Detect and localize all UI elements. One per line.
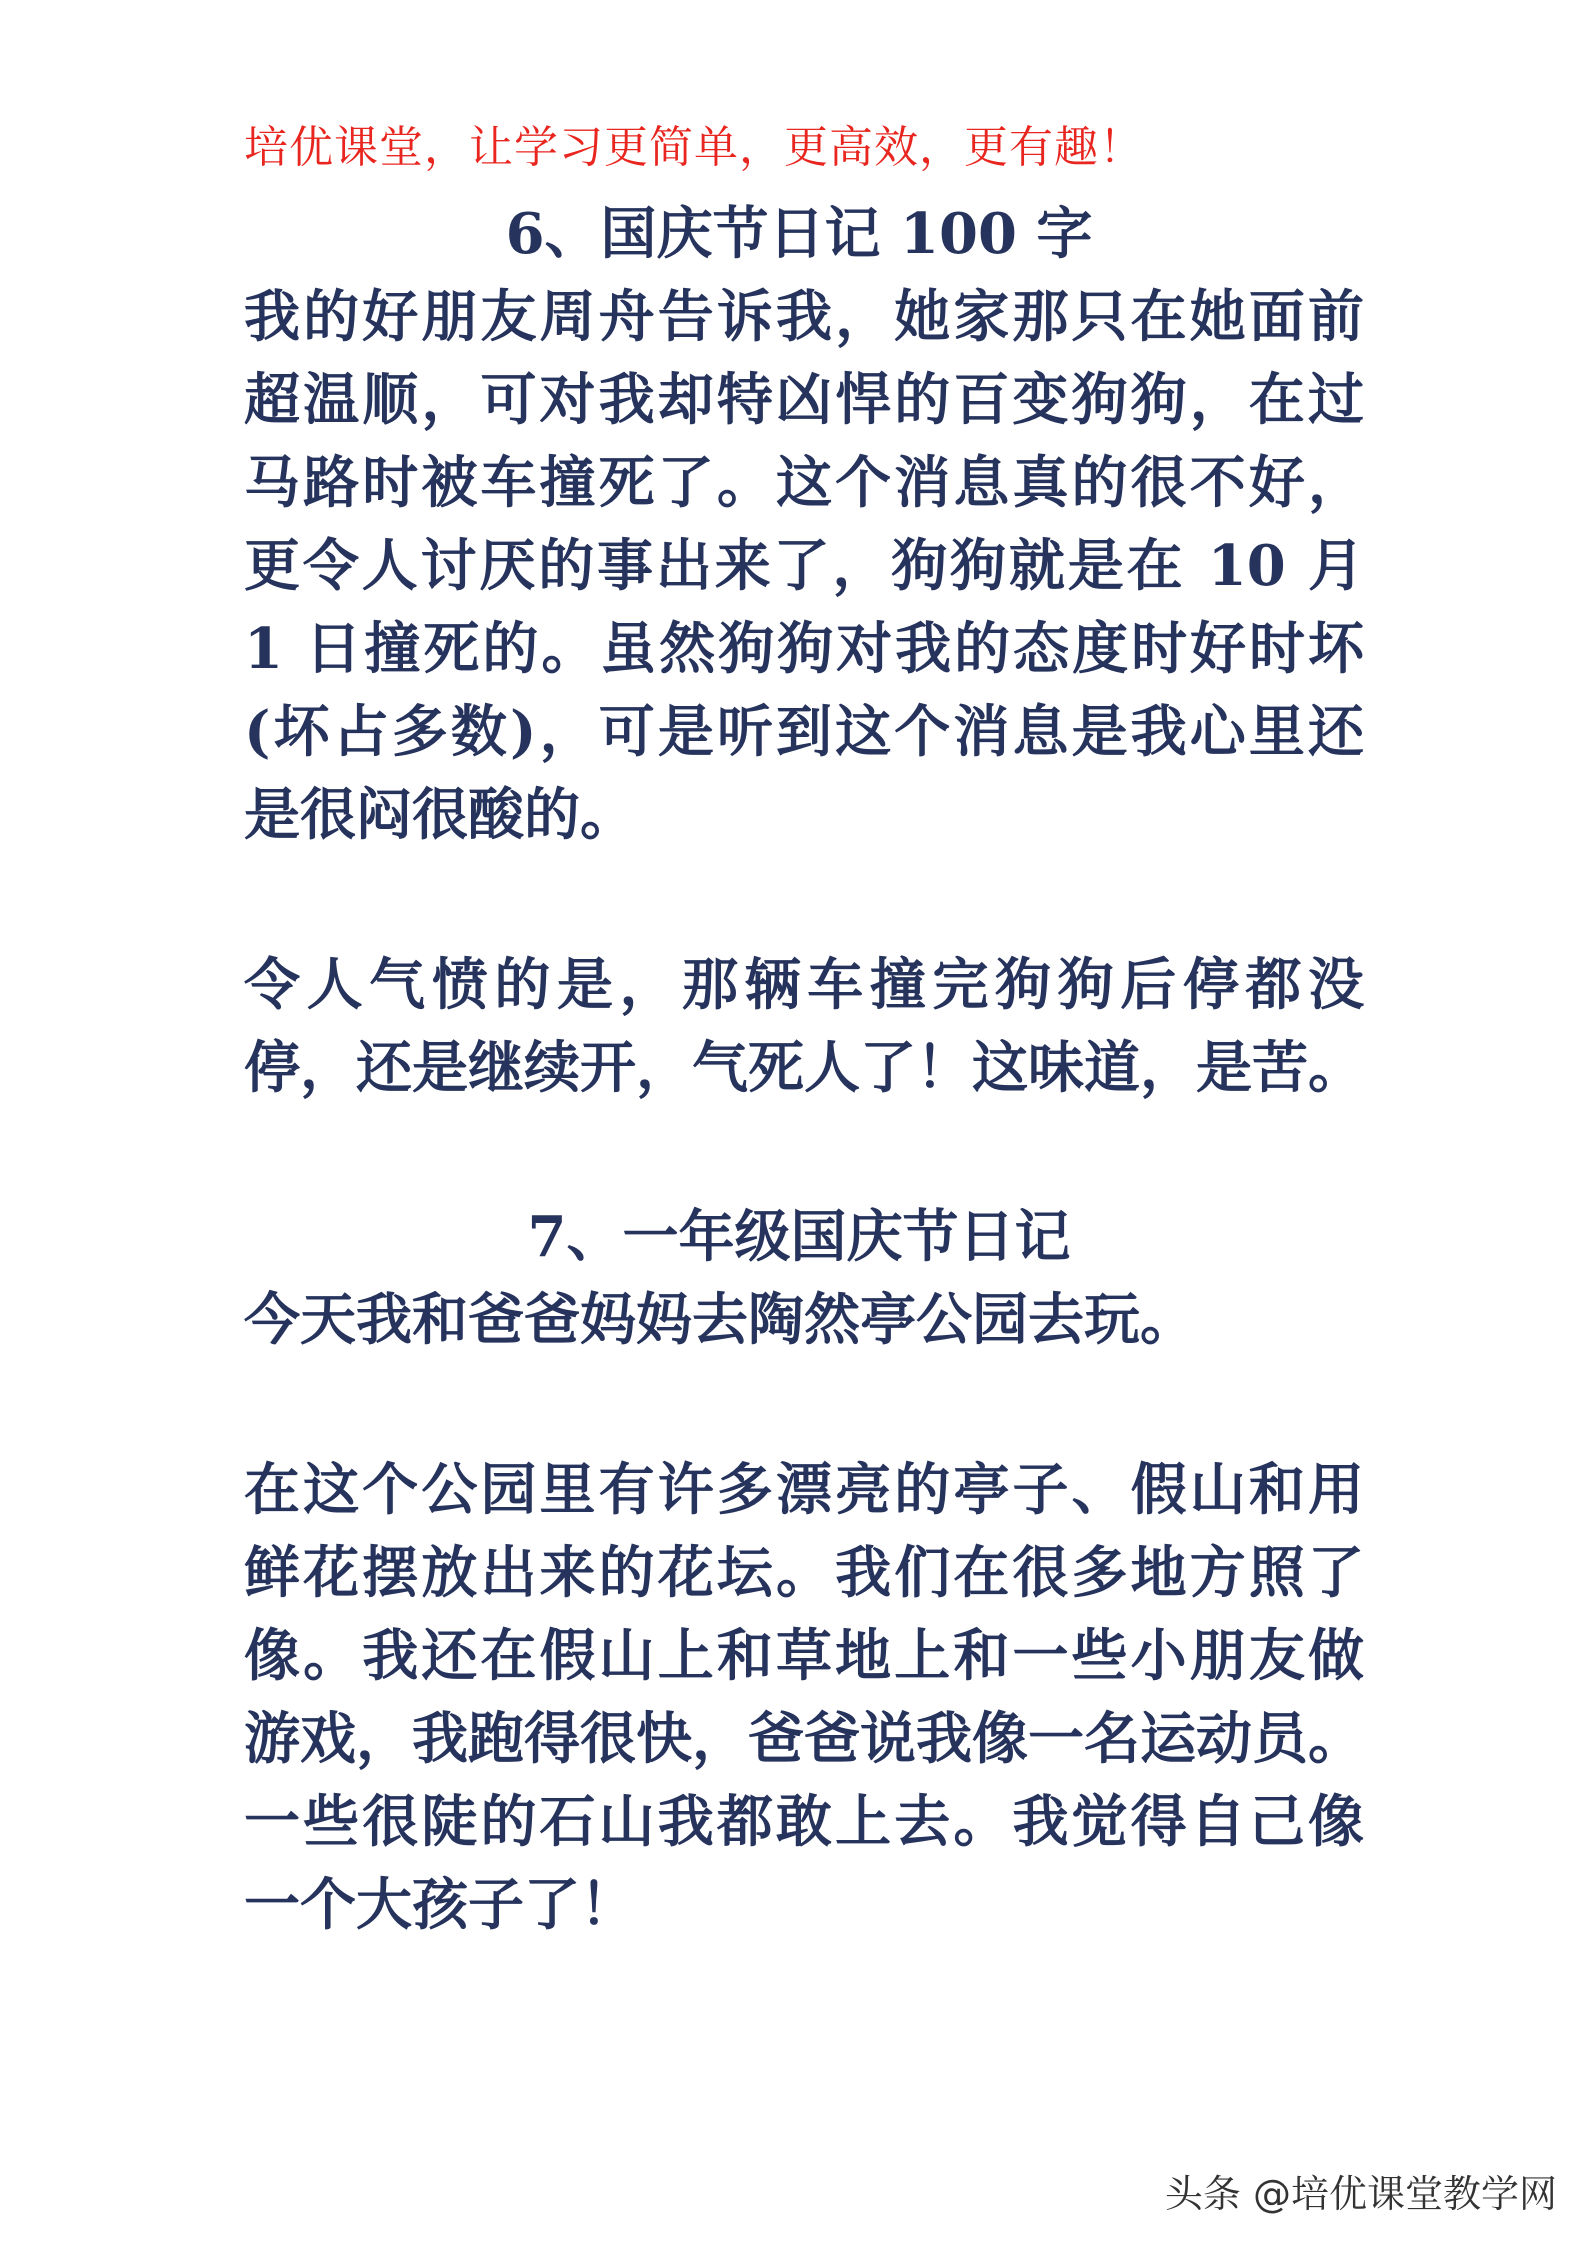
text-line: 一些很陡的石山我都敢上去。我觉得自己像 [244,1789,1364,1855]
text-line: 今天我和爸爸妈妈去陶然亭公园去玩。 [244,1287,1196,1353]
text-line: 像。我还在假山上和草地上和一些小朋友做 [244,1623,1364,1689]
text-line: 在这个公园里有许多漂亮的亭子、假山和用 [244,1457,1364,1523]
paragraph [244,1449,1364,1947]
paragraph [244,1279,1364,1362]
header-slogan: 培优课堂，让学习更简单，更高效，更有趣！ [244,122,1144,173]
text-line: 超温顺，可对我却特凶悍的百变狗狗，在过 [244,367,1364,433]
text-line: 我的好朋友周舟告诉我，她家那只在她面前 [244,284,1364,350]
source-watermark: 头条 @培优课堂教学网 [1164,2172,1557,2216]
text-line: 马路时被车撞死了。这个消息真的很不好， [244,450,1364,516]
text-line: 一个大孩子了！ [244,1872,636,1938]
text-line: 游戏，我跑得很快，爸爸说我像一名运动员。 [244,1706,1364,1772]
text-line: 鲜花摆放出来的花坛。我们在很多地方照了 [244,1540,1364,1606]
text-line: 更令人讨厌的事出来了，狗狗就是在 10 月 [244,533,1364,599]
text-line: 1 日撞死的。虽然狗狗对我的态度时好时坏 [244,616,1364,682]
text-line: (坏占多数)，可是听到这个消息是我心里还 [244,699,1364,765]
paragraph [244,276,1364,857]
paragraph [244,944,1364,1110]
section-title: 6、国庆节日记 100 字 [505,201,1093,267]
text-line: 是很闷很酸的。 [244,782,636,848]
text-line: 停，还是继续开，气死人了！这味道，是苦。 [244,1035,1364,1101]
section-title: 7、一年级国庆节日记 [527,1204,1071,1270]
text-line: 令人气愤的是，那辆车撞完狗狗后停都没 [244,952,1364,1018]
